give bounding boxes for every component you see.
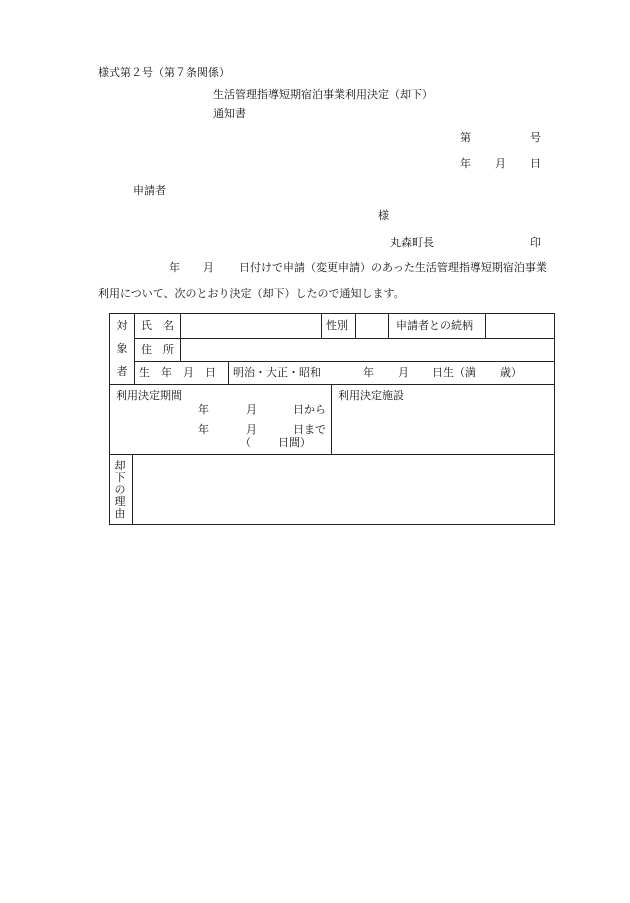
doc-number-prefix: 第 [460, 131, 471, 144]
period-to-year: 年 [198, 423, 209, 436]
col-divider [388, 314, 389, 338]
era-options: 明治・大正・昭和 [233, 366, 321, 379]
form-number-label: 様式第２号（第７条関係） [98, 66, 230, 79]
gender-label: 性別 [326, 319, 348, 332]
period-from-month: 月 [246, 403, 257, 416]
doc-number-suffix: 号 [530, 131, 541, 144]
birth-month-label: 月 [398, 366, 409, 379]
age-suffix-label: 歳） [500, 366, 522, 379]
name-label: 氏 名 [141, 319, 174, 332]
col-divider [228, 361, 229, 384]
period-days-open: （ [240, 436, 251, 449]
period-to-month: 月 [246, 423, 257, 436]
decision-form-table [109, 313, 555, 525]
rejection-reason-field[interactable] [135, 456, 551, 522]
address-field[interactable] [184, 339, 552, 360]
date-day-label: 日 [530, 157, 541, 170]
issuer-seal: 印 [530, 236, 541, 249]
col-divider [485, 314, 486, 338]
reason-label-char: 理 [114, 495, 126, 508]
reason-label-char: 由 [114, 507, 126, 520]
document-title-suffix: 通知書 [213, 107, 246, 120]
col-divider [321, 314, 322, 338]
address-label: 住 所 [141, 343, 174, 356]
subject-label-char: 象 [116, 342, 128, 355]
relation-label: 申請者との続柄 [396, 319, 473, 332]
reason-label-char: の [114, 483, 126, 496]
relation-field[interactable] [487, 315, 553, 337]
date-year-label: 年 [460, 157, 471, 170]
col-divider [134, 314, 135, 384]
reason-label-char: 下 [114, 471, 126, 484]
body-text-line2: 利用について、次のとおり決定（却下）したので通知します。 [98, 287, 405, 300]
applicant-label: 申請者 [133, 184, 166, 197]
col-divider [132, 454, 133, 524]
document-title: 生活管理指導短期宿泊事業利用決定（却下） [213, 88, 433, 101]
period-from-day: 日から [293, 403, 326, 416]
usage-period-label: 利用決定期間 [116, 389, 182, 402]
body-year-label: 年 [169, 261, 180, 274]
date-month-label: 月 [495, 157, 506, 170]
row-divider [110, 384, 554, 385]
applicant-honorific: 様 [378, 209, 389, 222]
col-divider [180, 314, 181, 361]
period-to-day: 日まで [293, 423, 326, 436]
row-divider [110, 454, 554, 455]
birth-day-age-label: 日生（満 [432, 366, 476, 379]
body-text-line1: 日付けで申請（変更申請）のあった生活管理指導短期宿泊事業 [239, 261, 547, 274]
col-divider [331, 384, 332, 454]
subject-label-char: 者 [116, 365, 128, 378]
usage-facility-label: 利用決定施設 [338, 389, 404, 402]
issuer-name: 丸森町長 [390, 236, 434, 249]
body-month-label: 月 [203, 261, 214, 274]
row-divider [134, 361, 554, 362]
col-divider [355, 314, 356, 338]
period-from-year: 年 [198, 403, 209, 416]
reason-label-char: 却 [114, 459, 126, 472]
birth-year-label: 年 [363, 366, 374, 379]
usage-facility-field[interactable] [334, 404, 552, 452]
gender-field[interactable] [357, 315, 387, 337]
birth-date-label: 生 年 月 日 [139, 366, 216, 379]
name-field[interactable] [184, 315, 320, 337]
subject-label-char: 対 [116, 319, 128, 332]
period-days-close: 日間） [278, 436, 311, 449]
